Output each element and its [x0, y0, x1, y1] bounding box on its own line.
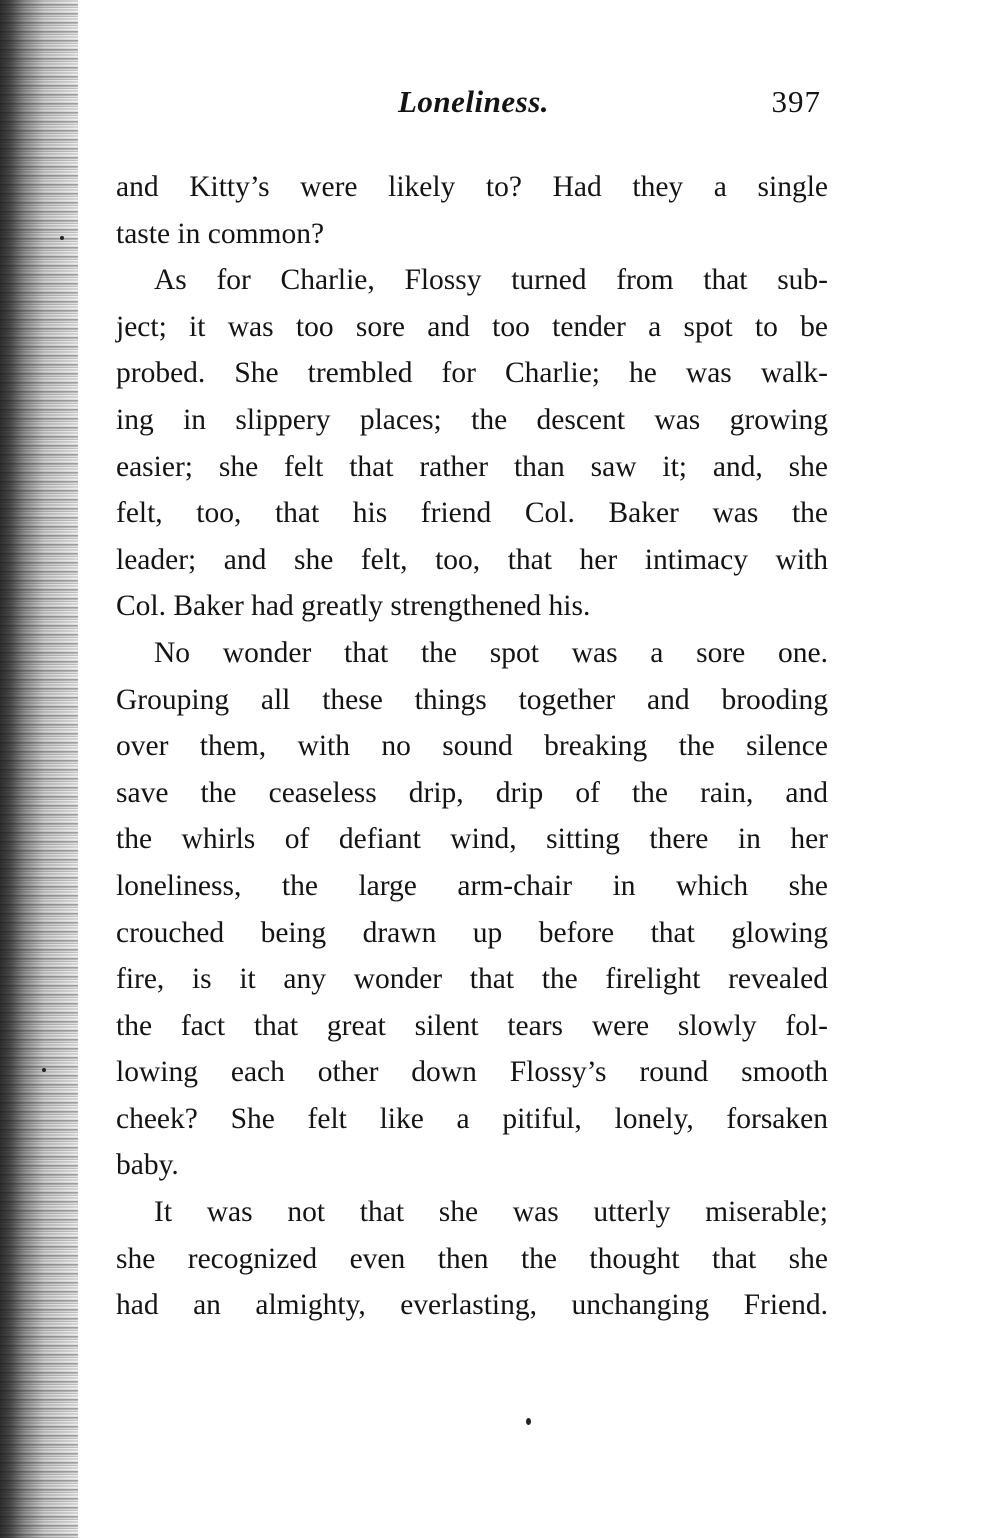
text-line: probed. She trembled for Charlie; he was walk- [116, 357, 828, 390]
text-line: lowing each other down Flossy’s round smooth [116, 1056, 828, 1089]
text-line: felt, too, that his friend Col. Baker was the [116, 497, 828, 530]
text-line: and Kitty’s were likely to? Had they a single [116, 171, 828, 203]
body-text [116, 164, 828, 1329]
text-line: crouched being drawn up before that glowing [116, 916, 828, 949]
text-line: had an almighty, everlasting, unchanging Friend. [116, 1289, 828, 1322]
running-head [120, 84, 825, 128]
text-line: As for Charlie, Flossy turned from that sub- [154, 264, 828, 297]
text-line: loneliness, the large arm-chair in which she [116, 869, 828, 902]
text-line: over them, with no sound breaking the silence [116, 730, 828, 763]
page-number: 397 [771, 84, 821, 119]
text-line: cheek? She felt like a pitiful, lonely, forsaken [116, 1102, 828, 1135]
binding-speck [42, 1068, 46, 1072]
text-line: easier; she felt that rather than saw it; and, she [116, 450, 828, 483]
binding-speck [60, 236, 64, 240]
text-line: fire, is it any wonder that the firelight revealed [116, 963, 828, 996]
text-line: baby. [116, 1149, 179, 1182]
text-line: ject; it was too sore and too tender a spot to be [116, 310, 828, 343]
text-line: Col. Baker had greatly strengthened his. [116, 590, 591, 623]
text-line: the whirls of defiant wind, sitting there in her [116, 823, 828, 856]
binding-edge [0, 0, 78, 1538]
text-line: ing in slippery places; the descent was growing [116, 403, 828, 436]
ink-mark [526, 1418, 531, 1425]
text-line: No wonder that the spot was a sore one. [154, 636, 828, 669]
text-line: taste in common? [116, 217, 325, 250]
text-line: save the ceaseless drip, drip of the rain, and [116, 776, 828, 809]
text-line: she recognized even then the thought that she [116, 1242, 828, 1275]
running-title: Loneliness. [398, 84, 550, 119]
text-line: leader; and she felt, too, that her intimacy with [116, 543, 828, 576]
text-line: Grouping all these things together and brooding [116, 683, 828, 716]
text-line: the fact that great silent tears were slowly fol- [116, 1009, 828, 1042]
text-line: It was not that she was utterly miserable; [154, 1196, 828, 1229]
